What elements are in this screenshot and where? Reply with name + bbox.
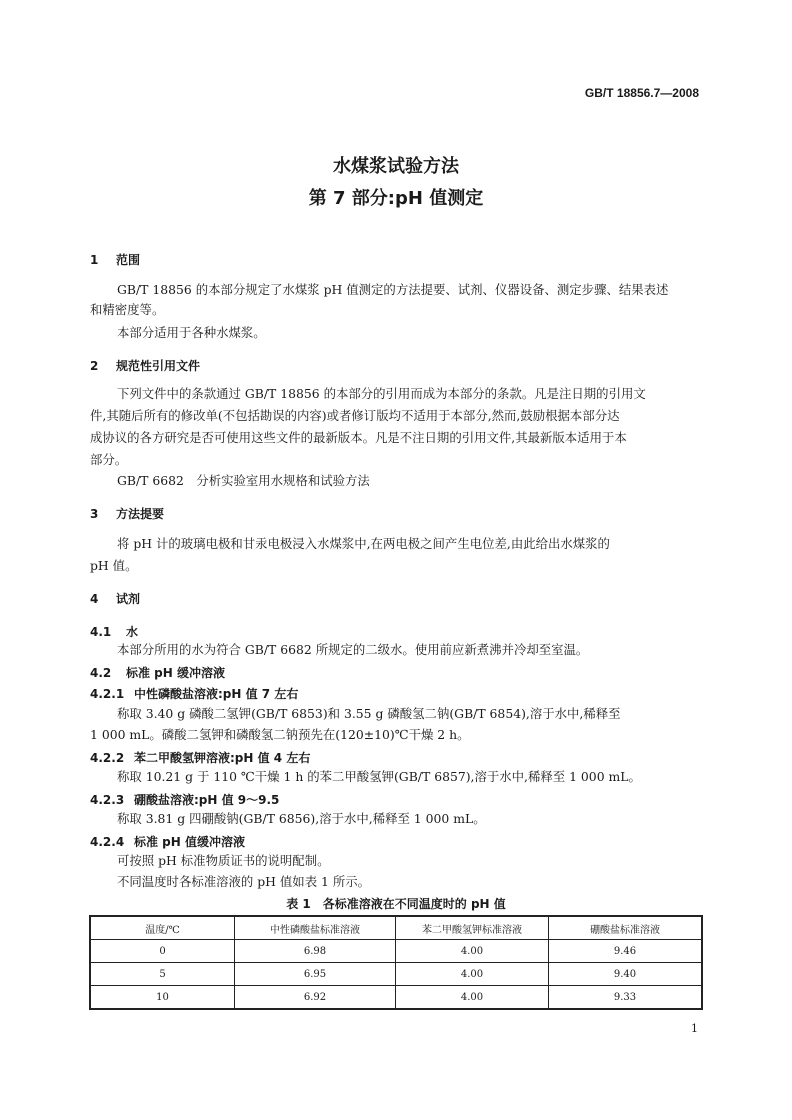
section-title: 标准 pH 值缓冲溶液 bbox=[134, 835, 245, 849]
normative-reference: GB/T 6682 分析实验室用水规格和试验方法 bbox=[117, 473, 370, 488]
section-number: 4.1 bbox=[90, 625, 112, 639]
table-row bbox=[90, 986, 702, 1010]
table-cell: 6.92 bbox=[235, 986, 396, 1010]
subsection-heading-4-2-1 bbox=[90, 685, 298, 702]
section-heading-2 bbox=[90, 357, 200, 374]
section-heading-1 bbox=[90, 251, 140, 268]
paragraph-line: 本部分所用的水为符合 GB/T 6682 所规定的二级水。使用前应新煮沸并冷却至室温。 bbox=[117, 642, 589, 657]
table-cell: 9.33 bbox=[549, 986, 703, 1010]
paragraph-line: 部分。 bbox=[90, 452, 128, 467]
paragraph-line: 件,其随后所有的修改单(不包括勘误的内容)或者修订版均不适用于本部分,然而,鼓励根据本部分达 bbox=[90, 408, 620, 423]
section-number: 1 bbox=[90, 253, 99, 267]
section-heading-3 bbox=[90, 505, 164, 522]
table-cell: 5 bbox=[90, 963, 235, 986]
document-subtitle: 第 7 部分:pH 值测定 bbox=[308, 188, 484, 209]
paragraph-line: 称取 10.21 g 于 110 ℃干燥 1 h 的苯二甲酸氢钾(GB/T 6857),溶于水中,稀释至 1 000 mL。 bbox=[117, 769, 641, 784]
paragraph-line: 称取 3.81 g 四硼酸钠(GB/T 6856),溶于水中,稀释至 1 000 mL。 bbox=[117, 811, 486, 826]
section-heading-4 bbox=[90, 590, 140, 607]
section-number: 4.2.2 bbox=[90, 751, 125, 765]
column-header: 苯二甲酸氢钾标准溶液 bbox=[396, 916, 549, 940]
section-number: 4.2.3 bbox=[90, 793, 125, 807]
page-number: 1 bbox=[691, 1022, 698, 1035]
section-number: 4.2.4 bbox=[90, 835, 125, 849]
table-cell: 4.00 bbox=[396, 940, 549, 963]
paragraph-line: GB/T 18856 的本部分规定了水煤浆 pH 值测定的方法提要、试剂、仪器设备、测定步骤、结果表述 bbox=[117, 282, 669, 297]
table-cell: 4.00 bbox=[396, 986, 549, 1010]
section-number: 4.2 bbox=[90, 666, 112, 680]
section-title: 范围 bbox=[116, 253, 141, 267]
subsection-heading-4-1 bbox=[90, 623, 138, 640]
table-cell: 6.98 bbox=[235, 940, 396, 963]
table-header-row bbox=[90, 916, 702, 940]
section-title: 苯二甲酸氢钾溶液:pH 值 4 左右 bbox=[134, 751, 311, 765]
section-number: 3 bbox=[90, 507, 99, 521]
column-header: 硼酸盐标准溶液 bbox=[549, 916, 703, 940]
column-header: 温度/℃ bbox=[90, 916, 235, 940]
section-title: 水 bbox=[126, 625, 139, 639]
paragraph-line: 下列文件中的条款通过 GB/T 18856 的本部分的引用而成为本部分的条款。凡是注日期的引用文 bbox=[117, 386, 646, 401]
document-title: 水煤浆试验方法 bbox=[333, 156, 459, 177]
section-title: 标准 pH 缓冲溶液 bbox=[126, 666, 225, 680]
paragraph-line: 和精密度等。 bbox=[90, 302, 165, 317]
subsection-heading-4-2-4 bbox=[90, 833, 245, 850]
section-title: 中性磷酸盐溶液:pH 值 7 左右 bbox=[134, 687, 299, 701]
section-title: 规范性引用文件 bbox=[116, 359, 201, 373]
subsection-heading-4-2 bbox=[90, 664, 225, 681]
table-cell: 4.00 bbox=[396, 963, 549, 986]
section-title: 试剂 bbox=[116, 592, 141, 606]
column-header: 中性磷酸盐标准溶液 bbox=[235, 916, 396, 940]
paragraph-line: 可按照 pH 标准物质证书的说明配制。 bbox=[117, 853, 330, 868]
paragraph-line: 1 000 mL。磷酸二氢钾和磷酸氢二钠预先在(120±10)℃干燥 2 h。 bbox=[90, 727, 470, 742]
section-title: 硼酸盐溶液:pH 值 9～9.5 bbox=[134, 793, 280, 807]
paragraph-line: 本部分适用于各种水煤浆。 bbox=[117, 325, 266, 340]
subsection-heading-4-2-2 bbox=[90, 749, 310, 766]
paragraph-line: 称取 3.40 g 磷酸二氢钾(GB/T 6853)和 3.55 g 磷酸氢二钠(GB/T 6854),溶于水中,稀释至 bbox=[117, 706, 621, 721]
table-row bbox=[90, 963, 702, 986]
section-title: 方法提要 bbox=[116, 507, 165, 521]
section-number: 4 bbox=[90, 592, 99, 606]
paragraph-line: pH 值。 bbox=[90, 558, 138, 573]
section-number: 2 bbox=[90, 359, 99, 373]
paragraph-line: 不同温度时各标准溶液的 pH 值如表 1 所示。 bbox=[117, 874, 371, 889]
table-caption: 表 1 各标准溶液在不同温度时的 pH 值 bbox=[286, 897, 506, 911]
paragraph-line: 成协议的各方研究是否可使用这些文件的最新版本。凡是不注日期的引用文件,其最新版本适用于本 bbox=[90, 430, 627, 445]
section-number: 4.2.1 bbox=[90, 687, 125, 701]
paragraph-line: 将 pH 计的玻璃电极和甘汞电极浸入水煤浆中,在两电极之间产生电位差,由此给出水煤浆的 bbox=[117, 536, 610, 551]
table-row bbox=[90, 940, 702, 963]
standard-number: GB/T 18856.7—2008 bbox=[584, 86, 699, 100]
ph-table bbox=[89, 915, 703, 1010]
table-cell: 0 bbox=[90, 940, 235, 963]
table-cell: 9.46 bbox=[549, 940, 703, 963]
table-cell: 10 bbox=[90, 986, 235, 1010]
table-cell: 9.40 bbox=[549, 963, 703, 986]
subsection-heading-4-2-3 bbox=[90, 791, 279, 808]
table-cell: 6.95 bbox=[235, 963, 396, 986]
